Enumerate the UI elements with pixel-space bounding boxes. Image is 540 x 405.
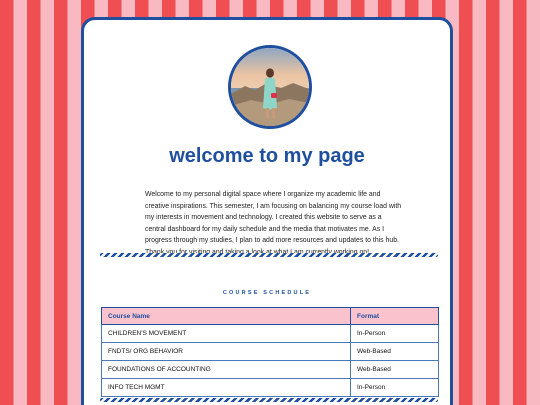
striped-divider-top xyxy=(100,253,438,257)
column-header-format: Format xyxy=(351,308,439,325)
course-name-cell: INFO TECH MGMT xyxy=(102,379,351,397)
table-row xyxy=(102,325,439,343)
page-title: welcome to my page xyxy=(169,145,365,167)
table-row xyxy=(102,343,439,361)
profile-card xyxy=(81,17,453,405)
course-format-cell: In-Person xyxy=(351,325,439,343)
intro-paragraph: Welcome to my personal digital space where I organize my academic life and creative inspirations. This semester, I am focusing on balancing my course load with my interests in movement and technology. I created this website to serve as a central dashboard for my daily schedule and the media that motivates me. As I progress through my studies, I plan to add more resources and updates to this hub. xyxy=(145,191,402,245)
table-header-row xyxy=(102,308,439,325)
column-header-course-name: Course Name xyxy=(102,308,351,325)
striped-divider-bottom xyxy=(100,398,438,402)
course-format-cell: In-Person xyxy=(351,379,439,397)
course-schedule-table xyxy=(101,307,439,397)
course-name-cell: FOUNDATIONS OF ACCOUNTING xyxy=(102,361,351,379)
course-name-cell: FNDTS/ ORG BEHAVIOR xyxy=(102,343,351,361)
course-format-cell: Web-Based xyxy=(351,343,439,361)
course-name-cell: CHILDREN'S MOVEMENT xyxy=(102,325,351,343)
section-label-course-schedule: COURSE SCHEDULE xyxy=(222,290,312,296)
course-format-cell: Web-Based xyxy=(351,361,439,379)
profile-photo-icon xyxy=(231,48,309,126)
table-row xyxy=(102,379,439,397)
table-row xyxy=(102,361,439,379)
profile-avatar xyxy=(228,45,312,129)
